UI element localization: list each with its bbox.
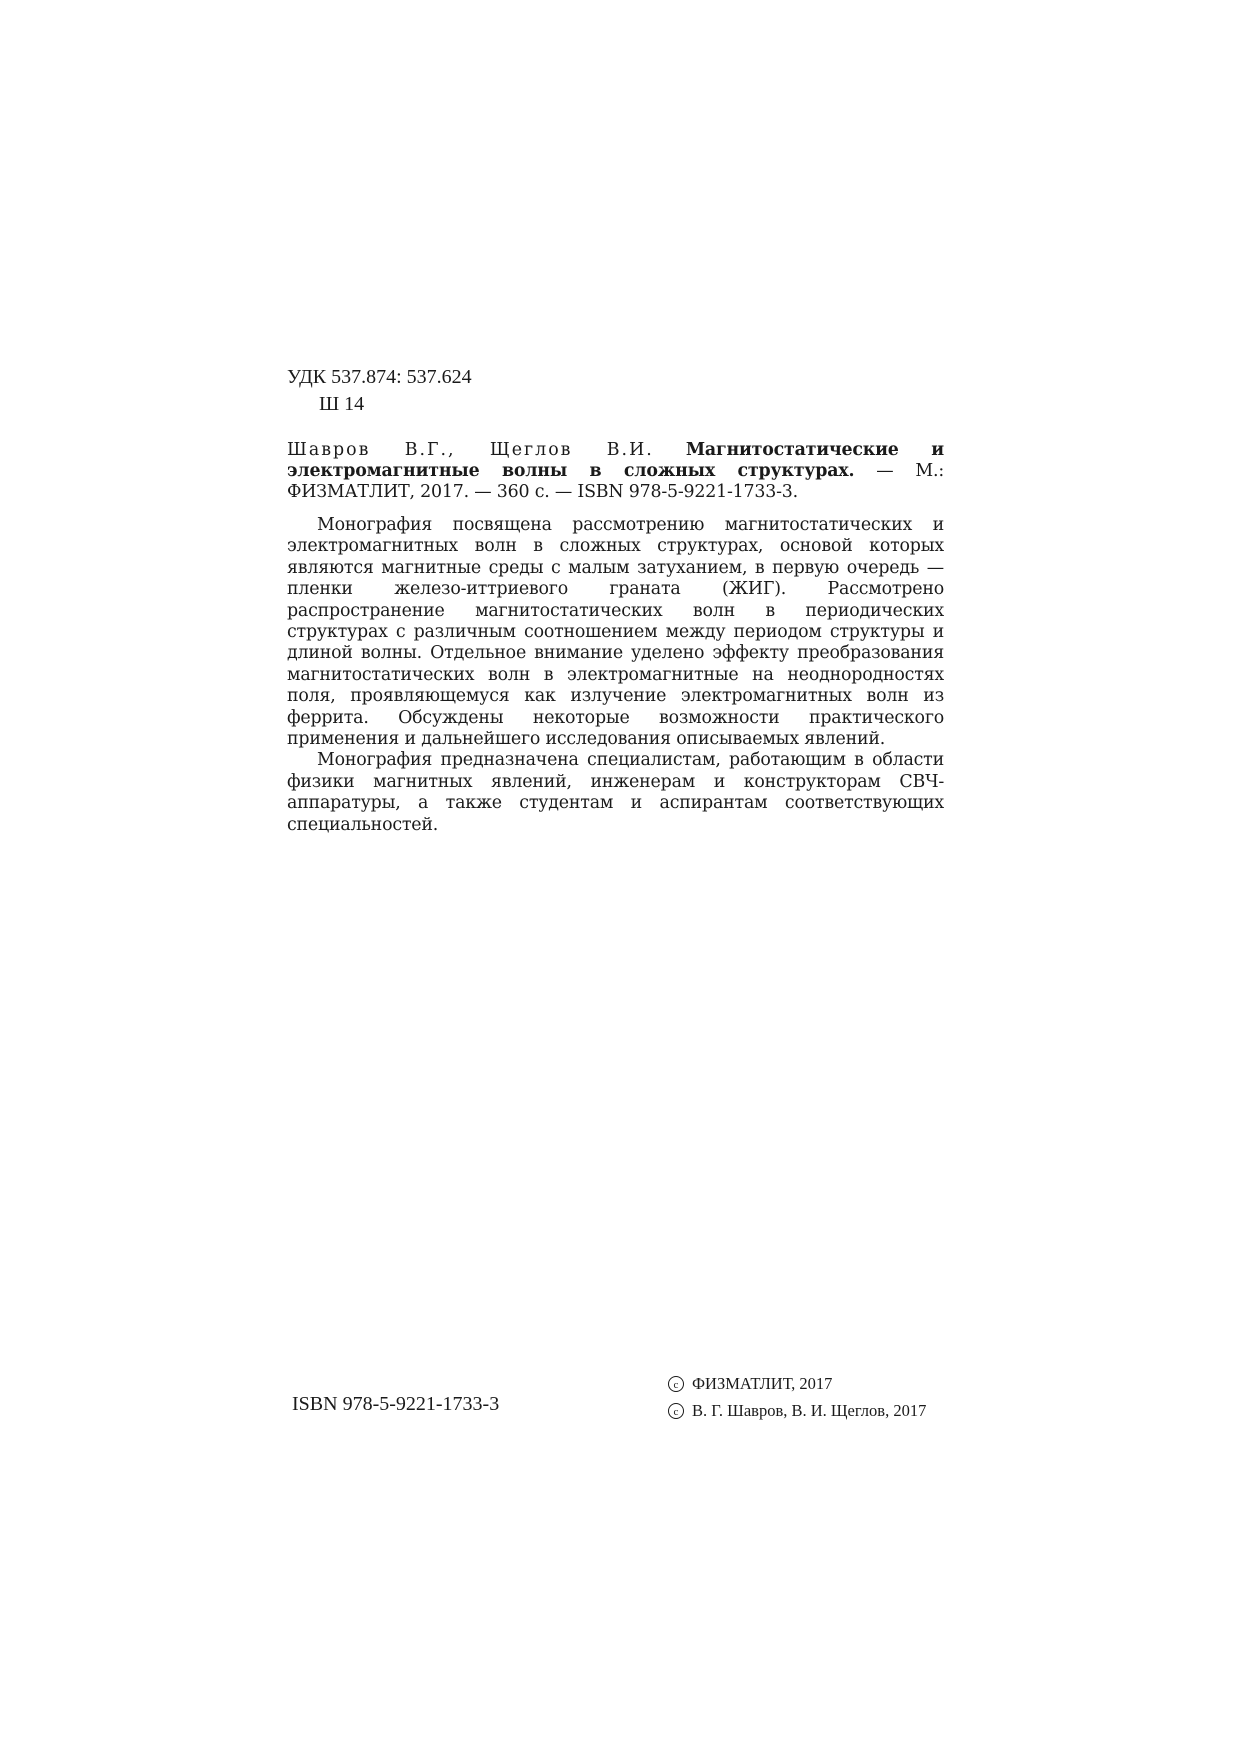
biblio-title: Магнитостатические и электромагнитные волны в сложных структурах. — [287, 440, 944, 481]
copyright-line — [668, 1397, 926, 1424]
udc-block — [287, 364, 472, 418]
copyright-icon: c — [668, 1403, 684, 1419]
udc-code: УДК 537.874: 537.624 — [287, 366, 472, 388]
copyright-line — [668, 1370, 926, 1397]
copyright-holder: В. Г. Шавров, В. И. Щеглов, 2017 — [692, 1401, 927, 1420]
isbn: ISBN 978-5-9221-1733-3 — [292, 1393, 500, 1415]
copyright-block — [668, 1370, 926, 1424]
author-mark: Ш 14 — [319, 393, 365, 415]
annotation-paragraph: Монография предназначена специалистам, работающим в области физики магнитных явлений, инженерам и конструкторам СВЧ-аппаратуры, а также студентам и аспирантам соответствующих специальностей. — [287, 750, 944, 835]
copyright-holder: ФИЗМАТЛИТ, 2017 — [692, 1374, 833, 1393]
biblio-authors: Шавров В.Г., Щеглов В.И. — [287, 440, 654, 460]
biblio-imprint: — М.: ФИЗМАТЛИТ, 2017. — 360 с. — ISBN 978-5-9221-1733-3. — [287, 461, 944, 502]
copyright-icon: c — [668, 1376, 684, 1392]
annotation — [287, 515, 944, 836]
bibliographic-record — [287, 440, 944, 503]
annotation-paragraph: Монография посвящена рассмотрению магнитостатических и электромагнитных волн в сложных структурах, основой которых являются магнитные среды с малым затуханием, в первую очередь — пленки железо-иттриевого граната (ЖИГ). Рассмотрено распространение магнитостатических волн в периодических структурах с различным соотношением между периодом структуры и длиной волны. Отдельное внимание уделено эффекту преобразования магнитостатических волн в электромагнитные на неоднородностях поля, проявляющемуся как излучение электромагнитных волн из феррита. Обсуждены некоторые возможности практического применения и дальнейшего исследования описываемых явлений. — [287, 515, 944, 750]
